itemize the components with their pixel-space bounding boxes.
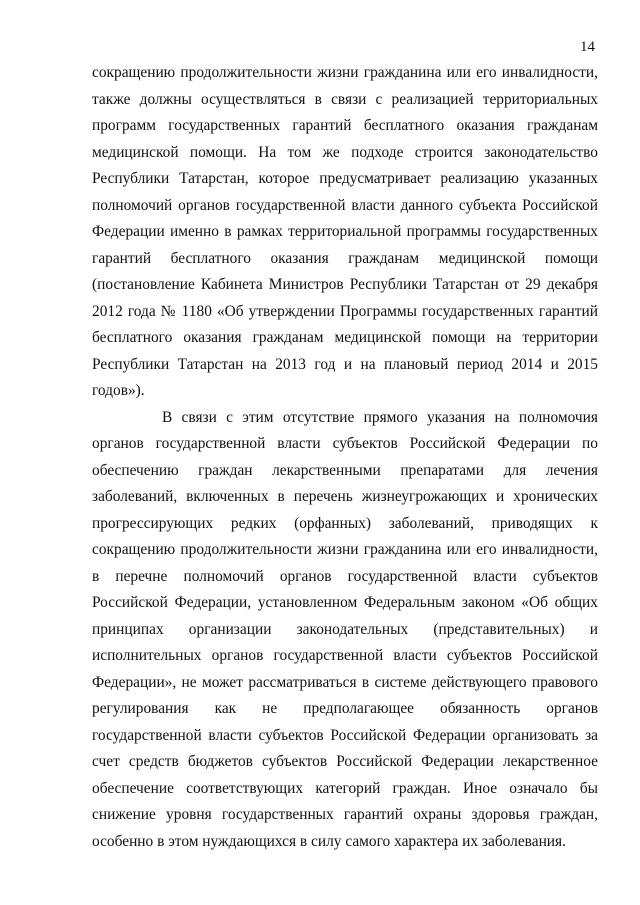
page-number: 14 <box>580 39 595 55</box>
document-body <box>92 60 598 855</box>
paragraph-indented: В связи с этим отсутствие прямого указания на полномочия органов государственной власти субъектов Российской Федерации по обеспечению граждан лекарственными препаратами для лечения заболеваний, включенных в перечень жизнеугрожающих и хронических прогрессирующих редких (орфанных) заболеваний, приводящих к сокращению продолжительности жизни гражданина или его инвалидности, в перечне полномочий органов государственной власти субъектов Российской Федерации, установленном Федеральным законом «Об общих принципах организации законодательных (представительных) и исполнительных органов государственной власти субъектов Российской Федерации», не может рассматриваться в системе действующего правового регулирования как не предполагающее обязанность органов государственной власти субъектов Российской Федерации организовать за счет средств бюджетов субъектов Российской Федерации лекарственное обеспечение соответствующих категорий граждан. Иное означало бы снижение уровня государственных гарантий охраны здоровья граждан, особенно в этом нуждающихся в силу самого характера их заболевания. <box>92 408 598 850</box>
paragraph-continuation: сокращению продолжительности жизни гражданина или его инвалидности, также должны осуществляться в связи с реализацией территориальных программ государственных гарантий бесплатного оказания гражданам медицинской помощи. На том же подходе строится законодательство Республики Татарстан, которое предусматривает реализацию указанных полномочий органов государственной власти данного субъекта Российской Федерации именно в рамках территориальной программы государственных гарантий бесплатного оказания гражданам медицинской помощи (постановление Кабинета Министров Республики Татарстан от 29 декабря 2012 года № 1180 «Об утверждении Программы государственных гарантий бесплатного оказания гражданам медицинской помощи на территории Республики Татарстан на 2013 год и на плановый период 2014 и 2015 годов»). <box>92 64 598 399</box>
